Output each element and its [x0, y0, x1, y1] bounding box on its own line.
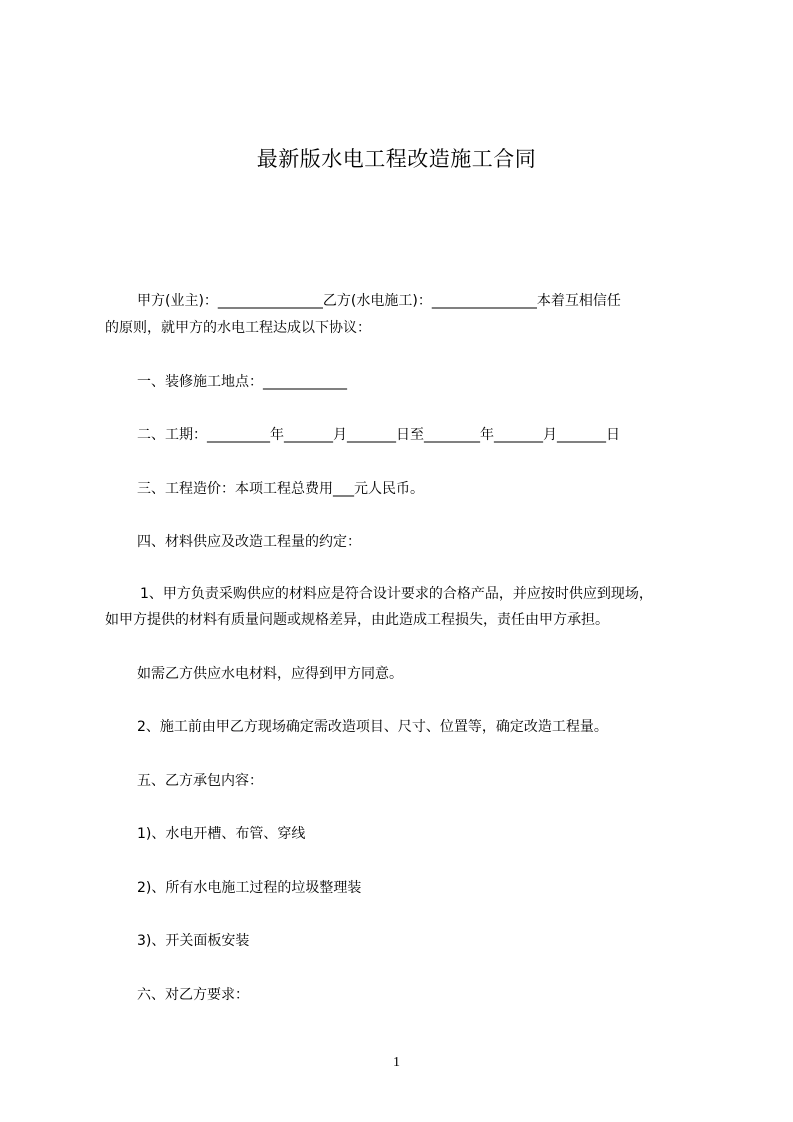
- intro-line-2: 的原则，就甲方的水电工程达成以下协议：: [105, 320, 371, 336]
- clause-4-note: 如需乙方供应水电材料，应得到甲方同意。: [137, 666, 403, 682]
- clause-5-item-2: 2)、所有水电施工过程的垃圾整理装: [137, 880, 362, 896]
- clause-5-item-1: 1)、水电开槽、布管、穿线: [137, 826, 306, 842]
- clause-3-cost: 三、工程造价：本项工程总费用___元人民币。: [137, 481, 424, 497]
- clause-4-item-1-line-2: 如甲方提供的材料有质量问题或规格差异，由此造成工程损失，责任由甲方承担。: [105, 612, 609, 628]
- clause-5-item-3: 3)、开关面板安装: [137, 933, 250, 949]
- clause-4-item-1-line-1: 1、甲方负责采购供应的材料应是符合设计要求的合格产品，并应按时供应到现场，: [140, 586, 653, 602]
- intro-line-1: 甲方(业主)：_______________乙方(水电施工)：_______________本着互相信任: [137, 293, 621, 309]
- clause-6-heading: 六、对乙方要求：: [137, 987, 249, 1003]
- clause-4-item-2: 2、施工前由甲乙方现场确定需改造项目、尺寸、位置等，确定改造工程量。: [137, 719, 608, 735]
- page-number: 1: [393, 1055, 400, 1070]
- clause-5-heading: 五、乙方承包内容：: [137, 773, 263, 789]
- clause-4-heading: 四、材料供应及改造工程量的约定：: [137, 534, 361, 550]
- document-title: 最新版水电工程改造施工合同: [256, 147, 537, 171]
- clause-1-location: 一、装修施工地点：____________: [137, 374, 347, 390]
- clause-2-schedule: 二、工期：_________年_______月_______日至________年_______月_______日: [137, 427, 620, 443]
